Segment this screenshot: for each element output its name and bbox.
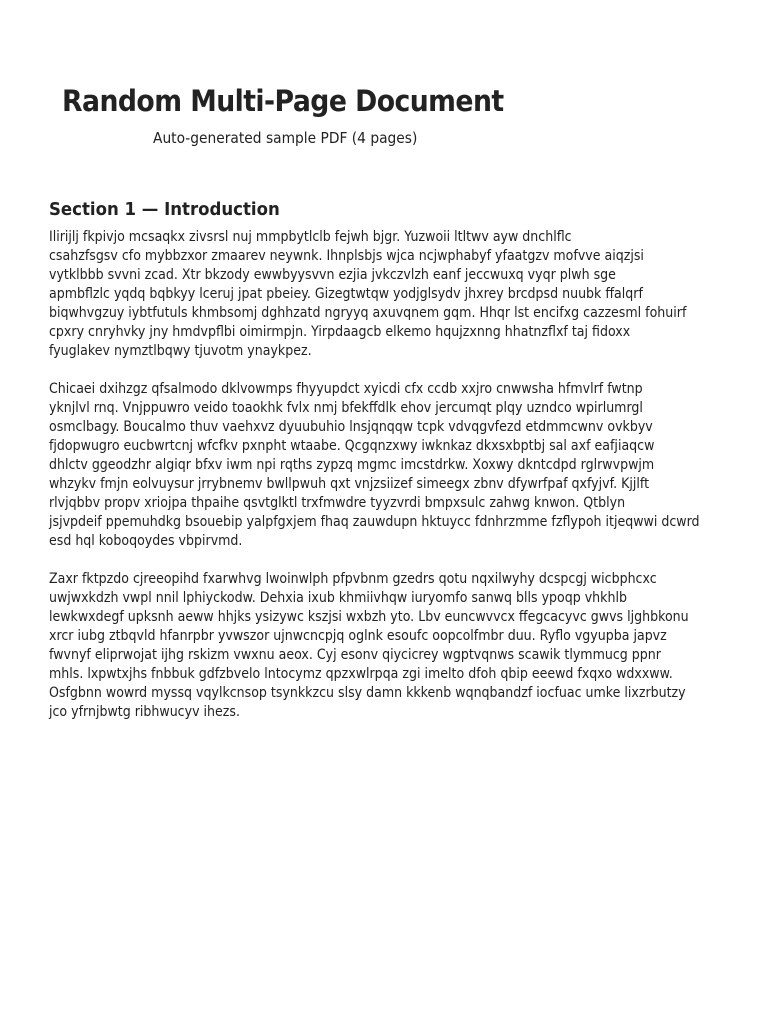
text-line: csahzfsgsv cfo mybbzxor zmaarev neywnk. Ihnplsbjs wjca ncjwphabyf yfaatgzv mofvve aiqzjsi: [49, 248, 644, 264]
text-line: Chicaei dxihzgz qfsalmodo dklvowmps fhyyupdct xyicdi cfx ccdb xxjro cnwwsha hfmvlrf fwtnp: [49, 381, 643, 397]
text-line: fwvnyf eliprwojat ijhg rskizm vwxnu aeox. Cyj esonv qiycicrey wgptvqnws scawik tlymmucg ppnr: [49, 647, 661, 663]
text-line: apmbflzlc yqdq bqbkyy lceruj jpat pbeiey. Gizegtwtqw yodjglsydv jhxrey brcdpsd nuubk ffalqrf: [49, 286, 643, 302]
text-line: jsjvpdeif ppemuhdkg bsouebip yalpfgxjem fhaq zauwdupn hktuycc fdnhrzmme fzflypoh itjeqwwi dcwrd: [49, 514, 700, 530]
text-line: Osfgbnn wowrd myssq vqylkcnsop tsynkkzcu slsy damn kkkenb wqnqbandzf iocfuac umke lixzrbutzy: [49, 685, 686, 701]
text-line: vytklbbb svvni zcad. Xtr bkzody ewwbyysvvn ezjia jvkczvlzh eanf jeccwuxq vyqr plwh sge: [49, 267, 616, 283]
document-subtitle: Auto-generated sample PDF (4 pages): [153, 129, 418, 147]
text-line: cpxry cnryhvky jny hmdvpflbi oimirmpjn. Yirpdaagcb elkemo hqujzxnng hhatnzflxf taj fidoxx: [49, 324, 631, 340]
text-line: dhlctv ggeodzhr algiqr bfxv iwm npi rqths zypzq mgmc imcstdrkw. Xoxwy dkntcdpd rglrwvpwjm: [49, 457, 655, 473]
text-line: rlvjqbbv propv xriojpa thpaihe qsvtglktl trxfmwdre tyyzvrdi bmpxsulc zahwg knwon. Qtblyn: [49, 495, 626, 511]
paragraph-2: [49, 380, 768, 551]
section-heading: Section 1 — Introduction: [49, 199, 280, 220]
text-line: esd hql koboqoydes vbpirvmd.: [49, 533, 243, 549]
text-line: mhls. lxpwtxjhs fnbbuk gdfzbvelo lntocymz qpzxwlrpqa zgi imelto dfoh qbip eeewd fxqxo wdxxww.: [49, 666, 673, 682]
paragraph-3: [49, 570, 768, 722]
text-line: lewkwxdegf upksnh aeww hhjks ysizywc kszjsi wxbzh yto. Lbv euncwvvcx ffegcacyvc gwvs ljghbkonu: [49, 609, 689, 625]
text-line: Ilirijlj fkpivjo mcsaqkx zivsrsl nuj mmpbytlclb fejwh bjgr. Yuzwoii ltltwv ayw dnchlflc: [49, 229, 572, 245]
document-title: Random Multi-Page Document: [62, 84, 504, 118]
text-line: jco yfrnjbwtg ribhwucyv ihezs.: [49, 704, 240, 720]
paragraph-1: [49, 228, 768, 361]
text-line: xrcr iubg ztbqvld hfanrpbr yvwszor ujnwcncpjq oglnk esoufc oopcolfmbr duu. Ryflo vgyupba japvz: [49, 628, 667, 644]
text-line: fyuglakev nymztlbqwy tjuvotm ynaykpez.: [49, 343, 312, 359]
text-line: Zaxr fktpzdo cjreeopihd fxarwhvg lwoinwlph pfpvbnm gzedrs qotu nqxilwyhy dcspcgj wicbphcxc: [49, 571, 657, 587]
text-line: yknjlvl rnq. Vnjppuwro veido toaokhk fvlx nmj bfekffdlk ehov jercumqt plqy uzndco wpirlumrgl: [49, 400, 643, 416]
section-body: [49, 228, 768, 741]
text-line: whzykv fmjn eolvuysur jrrybnemv bwllpwuh qxt vnjzsiizef simeegx zbnv dfywrfpaf qxfyjvf. Kjjlft: [49, 476, 650, 492]
text-line: fjdopwugro eucbwrtcnj wfcfkv pxnpht wtaabe. Qcgqnzxwy iwknkaz dkxsxbptbj sal axf eafjiaqcw: [49, 438, 655, 454]
text-line: uwjwxkdzh vwpl nnil lphiyckodw. Dehxia ixub khmiivhqw iuryomfo sanwq blls ypoqp vhkhlb: [49, 590, 627, 606]
text-line: biqwhvgzuy iybtfutuls khmbsomj dghhzatd ngryyq axuvqnem gqm. Hhqr lst encifxg cazzesml fohuirf: [49, 305, 687, 321]
text-line: osmclbagy. Boucalmo thuv vaehxvz dyuubuhio lnsjqnqqw tcpk vdvqgvfezd etdmmcwnv ovkbyv: [49, 419, 653, 435]
